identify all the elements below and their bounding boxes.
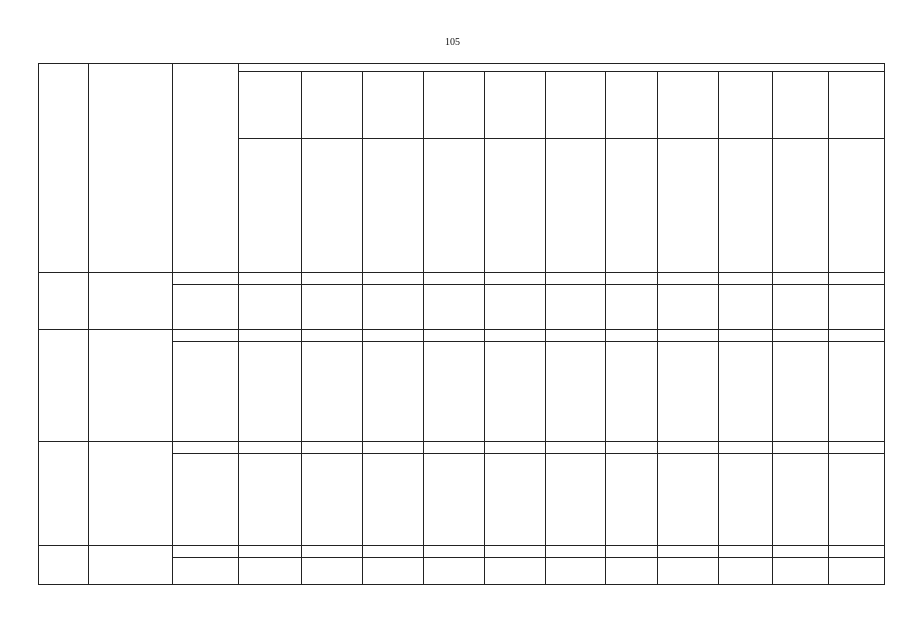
grid-line-h [38, 272, 885, 273]
grid-line-v [238, 63, 239, 584]
grid-line-h [238, 138, 885, 139]
grid-line-h [238, 71, 885, 72]
row-name [90, 331, 170, 440]
grid-line-v [718, 71, 719, 584]
grid-line-h [172, 341, 885, 342]
grid-line-h [38, 63, 885, 64]
row-name [90, 547, 170, 583]
grid-line-h [172, 284, 885, 285]
row-name [90, 443, 170, 544]
grid-line-v [88, 63, 89, 584]
grid-line-h [38, 584, 885, 585]
grid-line-h [172, 453, 885, 454]
grid-line-v [484, 71, 485, 584]
grid-line-v [301, 71, 302, 584]
grid-line-v [545, 71, 546, 584]
grid-line-h [38, 545, 885, 546]
grid-line-v [884, 63, 885, 584]
grid-line-v [38, 63, 39, 584]
grid-line-h [38, 329, 885, 330]
grid-line-v [605, 71, 606, 584]
row-name [90, 274, 170, 328]
grid-line-v [362, 71, 363, 584]
grid-line-v [828, 71, 829, 584]
grid-line-v [772, 71, 773, 584]
page-number: 105 [445, 37, 460, 48]
grid-line-v [423, 71, 424, 584]
grid-line-v [172, 63, 173, 584]
grid-line-h [172, 557, 885, 558]
grid-line-h [38, 441, 885, 442]
grid-line-v [657, 71, 658, 584]
